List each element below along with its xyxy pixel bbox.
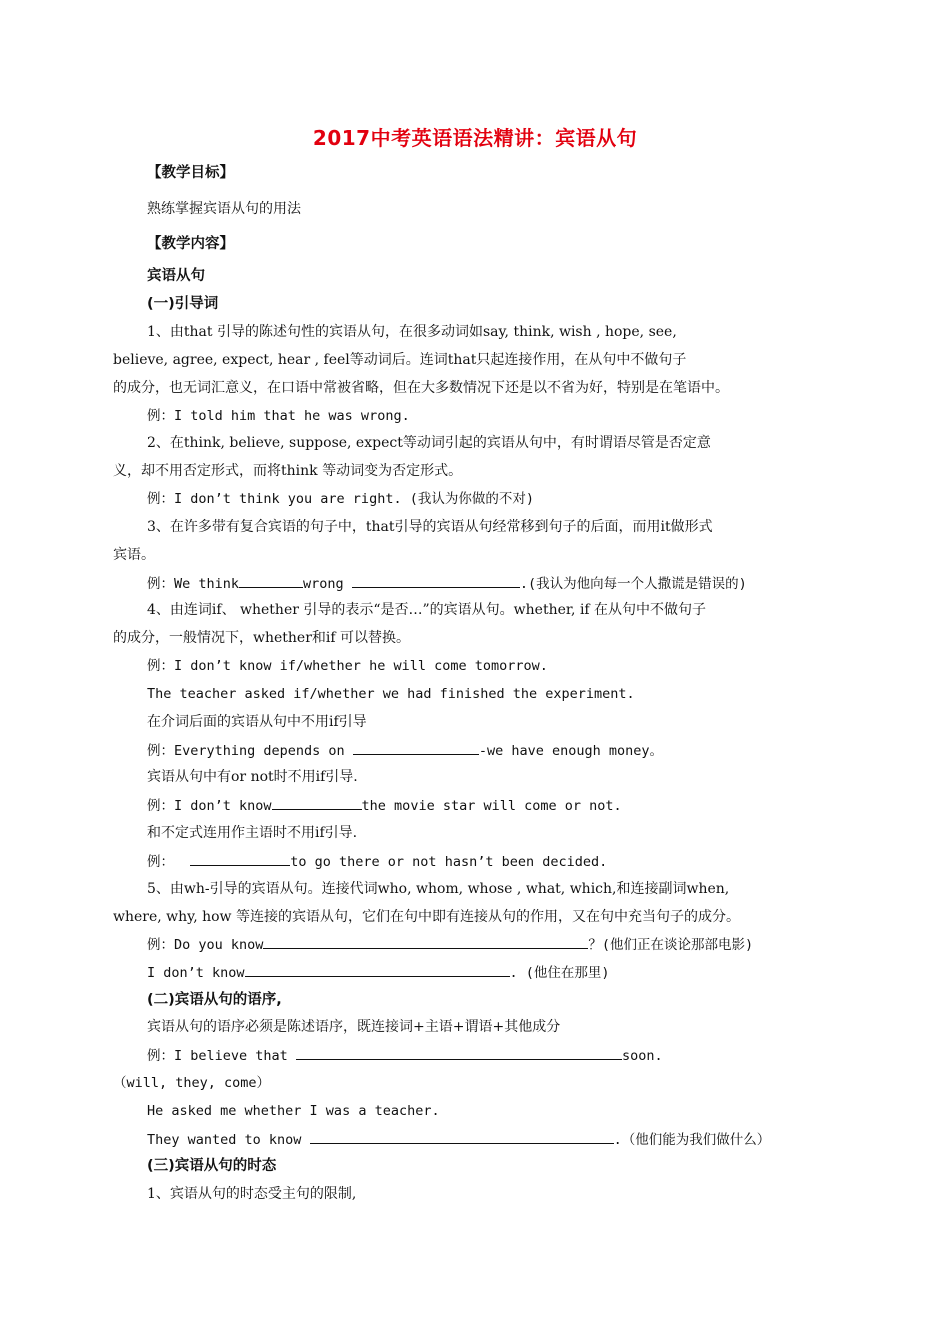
note3: 和不定式连用作主语时不用if引导. (147, 825, 358, 841)
section3-heading: (三)宾语从句的时态 (147, 1158, 277, 1174)
example8-end: to go there or not hasn’t been decided. (290, 854, 608, 870)
example8 (147, 851, 607, 872)
fill-blank[interactable] (245, 962, 510, 977)
paragraph4-line2: 的成分，一般情况下，whether和if 可以替换。 (113, 630, 411, 646)
paragraph5-line1: 5、由wh-引导的宾语从句。连接代词who, whom, whose , what, which,和连接副词when, (147, 881, 730, 897)
example10-end: . (他住在那里) (509, 965, 610, 981)
example1: 例：I told him that he was wrong. (147, 408, 410, 424)
paragraph2-line1: 2、在think, believe, suppose, expect等动词引起的宾语从句中，有时谓语尽管是否定意 (147, 435, 711, 451)
example3 (147, 573, 747, 594)
paragraph3-line2: 宾语。 (113, 547, 155, 563)
example8-start: 例： (147, 854, 174, 870)
example6-start: 例：Everything depends on (147, 743, 345, 759)
example7 (147, 795, 622, 816)
section2-text: 宾语从句的语序必须是陈述语序，既连接词+主语+谓语+其他成分 (147, 1019, 561, 1035)
example10-start: I don’t know (147, 965, 245, 981)
fill-blank[interactable] (352, 573, 520, 588)
fill-blank[interactable] (272, 795, 362, 810)
section2-example3 (147, 1129, 770, 1150)
example3-end: .(我认为他向每一个人撒谎是错误的) (519, 576, 747, 592)
fill-blank[interactable] (296, 1045, 622, 1060)
section2-example3-start: They wanted to know (147, 1132, 302, 1148)
example9-start: 例：Do you know (147, 937, 264, 953)
section2-example1-end: soon. (621, 1048, 663, 1064)
example3-middle: wrong (303, 576, 344, 592)
note2: 宾语从句中有or not时不用if引导. (147, 769, 358, 785)
paragraph4-line1: 4、由连词if、 whether 引导的表示“是否…”的宾语从句。whether, if 在从句中不做句子 (147, 602, 707, 618)
example2: 例：I don’t think you are right. (我认为你做的不对) (147, 491, 534, 507)
topic-heading: 宾语从句 (147, 268, 205, 284)
paragraph1-line1: 1、由that 引导的陈述句性的宾语从句，在很多动词如say, think, wish , hope, see, (147, 324, 677, 340)
example10 (147, 962, 610, 983)
fill-blank[interactable] (310, 1129, 614, 1144)
example9 (147, 934, 753, 955)
fill-blank[interactable] (353, 740, 479, 755)
example7-start: 例：I don’t know (147, 798, 272, 814)
objective-heading: 【教学目标】 (147, 165, 234, 181)
section2-example3-end: .（他们能为我们做什么） (613, 1132, 771, 1148)
content-heading: 【教学内容】 (147, 236, 234, 252)
document-title: 2017中考英语语法精讲：宾语从句 (312, 126, 638, 150)
paragraph1-line3: 的成分，也无词汇意义，在口语中常被省略，但在大多数情况下还是以不省为好，特别是在笔语中。 (113, 380, 729, 396)
paragraph2-line2: 义，却不用否定形式，而将think 等动词变为否定形式。 (113, 463, 463, 479)
note1: 在介词后面的宾语从句中不用if引导 (147, 714, 367, 730)
paragraph5-line2: where, why, how 等连接的宾语从句，它们在句中即有连接从句的作用，又在句中充当句子的成分。 (113, 909, 740, 925)
fill-blank[interactable] (190, 851, 290, 866)
fill-blank[interactable] (263, 934, 588, 949)
example6-end: -we have enough money。 (478, 743, 664, 759)
fill-blank[interactable] (239, 573, 303, 588)
section2-hint: （will, they, come） (113, 1075, 271, 1091)
example7-end: the movie star will come or not. (361, 798, 622, 814)
paragraph3-line1: 3、在许多带有复合宾语的句子中，that引导的宾语从句经常移到句子的后面，而用it做形式 (147, 519, 713, 535)
example4: 例：I don’t know if/whether he will come tomorrow. (147, 658, 548, 674)
example3-start: 例：We think (147, 576, 240, 592)
paragraph1-line2: believe, agree, expect, hear , feel等动词后。连词that只起连接作用，在从句中不做句子 (113, 352, 687, 368)
section2-example1 (147, 1045, 663, 1066)
objective-text: 熟练掌握宾语从句的用法 (147, 201, 301, 217)
section3-text: 1、宾语从句的时态受主句的限制, (147, 1186, 357, 1202)
section2-example2: He asked me whether I was a teacher. (147, 1103, 440, 1119)
example6 (147, 740, 663, 761)
example5: The teacher asked if/whether we had finished the experiment. (147, 686, 635, 702)
section2-heading: (二)宾语从句的语序, (147, 992, 282, 1008)
example9-end: ？(他们正在谈论那部电影) (588, 937, 754, 953)
section2-example1-start: 例：I believe that (147, 1048, 288, 1064)
section1-heading: (一)引导词 (147, 296, 219, 312)
